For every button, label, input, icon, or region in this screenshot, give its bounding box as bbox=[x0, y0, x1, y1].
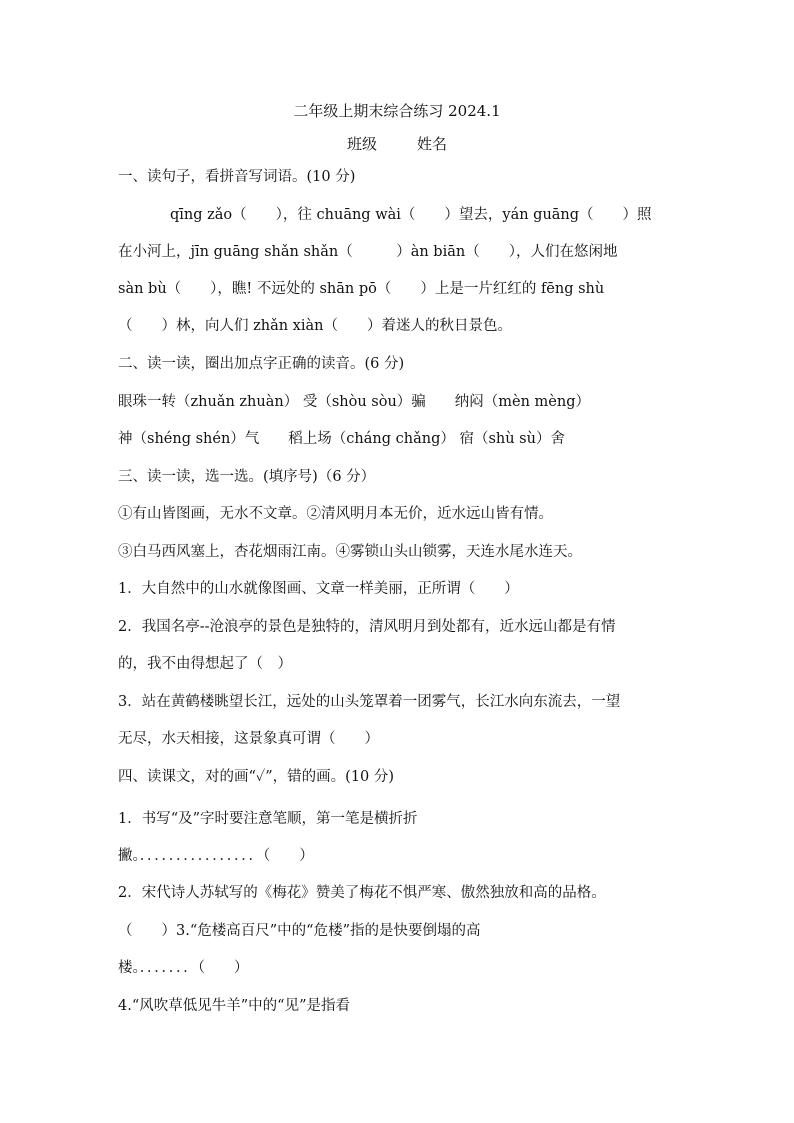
section-4-item-3-cont: 楼。．．．．．．．（ ） bbox=[118, 960, 249, 976]
page-title: 二年级上期末综合练习 2024.1 bbox=[293, 102, 501, 120]
section-2-line-2: 神（shéng shén）气 稻上场（cháng chǎng） 宿（shù sù）舍 bbox=[118, 431, 565, 447]
section-3-heading: 三、读一读，选一选。(填序号)（6 分） bbox=[118, 469, 376, 485]
name-label: 姓名 bbox=[417, 135, 448, 153]
section-2-line-1: 眼珠一转（zhuǎn zhuàn） 受（shòu sòu）骗 纳闷（mèn mèng） bbox=[118, 394, 591, 410]
section-3-question-3: 3．站在黄鹤楼眺望长江，远处的山头笼罩着一团雾气，长江水向东流去，一望 bbox=[118, 694, 621, 710]
section-1-line-2: 在小河上，jīn guāng shǎn shǎn（ ）àn biān（ ），人们在悠闲地 bbox=[118, 244, 618, 260]
section-3-question-3-cont: 无尽，水天相接，这景象真可谓（ ） bbox=[118, 731, 379, 747]
section-1-heading: 一、读句子，看拼音写词语。(10 分) bbox=[118, 169, 356, 185]
section-4-item-3: （ ）3.“危楼高百尺”中的“危楼”指的是快要倒塌的高 bbox=[118, 923, 481, 939]
section-3-options-1: ①有山皆图画，无水不文章。②清风明月本无价，近水远山皆有情。 bbox=[118, 506, 553, 522]
section-1-line-1: qīng zǎo（ ），往 chuāng wài（ ）望去，yán guāng（ ）照 bbox=[170, 207, 652, 223]
section-3-options-2: ③白马西风塞上，杏花烟雨江南。④雾锁山头山锁雾，天连水尾水连天。 bbox=[118, 544, 582, 560]
section-4-item-1-cont: 撇。．．．．．．．．．．．．．．．．（ ） bbox=[118, 848, 314, 864]
section-4-item-2: 2．宋代诗人苏轼写的《梅花》赞美了梅花不惧严寒、傲然独放和高的品格。 bbox=[118, 885, 606, 901]
section-1-line-3: sàn bù（ ），瞧! 不远处的 shān pō（ ）上是一片红红的 fēng shù bbox=[118, 281, 605, 297]
section-4-item-1: 1．书写“及”字时要注意笔顺，第一笔是横折折 bbox=[118, 811, 418, 827]
section-4-item-4: 4.“风吹草低见牛羊”中的“见”是指看 bbox=[118, 998, 350, 1014]
class-label: 班级 bbox=[346, 135, 377, 153]
section-3-question-2-cont: 的，我不由得想起了（ ） bbox=[118, 656, 292, 672]
section-4-heading: 四、读课文，对的画“✓”，错的画。(10 分) bbox=[118, 769, 395, 785]
class-name-row bbox=[0, 133, 794, 155]
section-3-question-2: 2．我国名亭--沧浪亭的景色是独特的，清风明月到处都有，近水远山都是有情 bbox=[118, 619, 616, 635]
section-1-line-4: （ ）林，向人们 zhǎn xiàn（ ）着迷人的秋日景色。 bbox=[118, 318, 512, 334]
section-2-heading: 二、读一读，圈出加点字正确的读音。(6 分) bbox=[118, 356, 405, 372]
section-3-question-1: 1．大自然中的山水就像图画、文章一样美丽，正所谓（ ） bbox=[118, 581, 519, 597]
